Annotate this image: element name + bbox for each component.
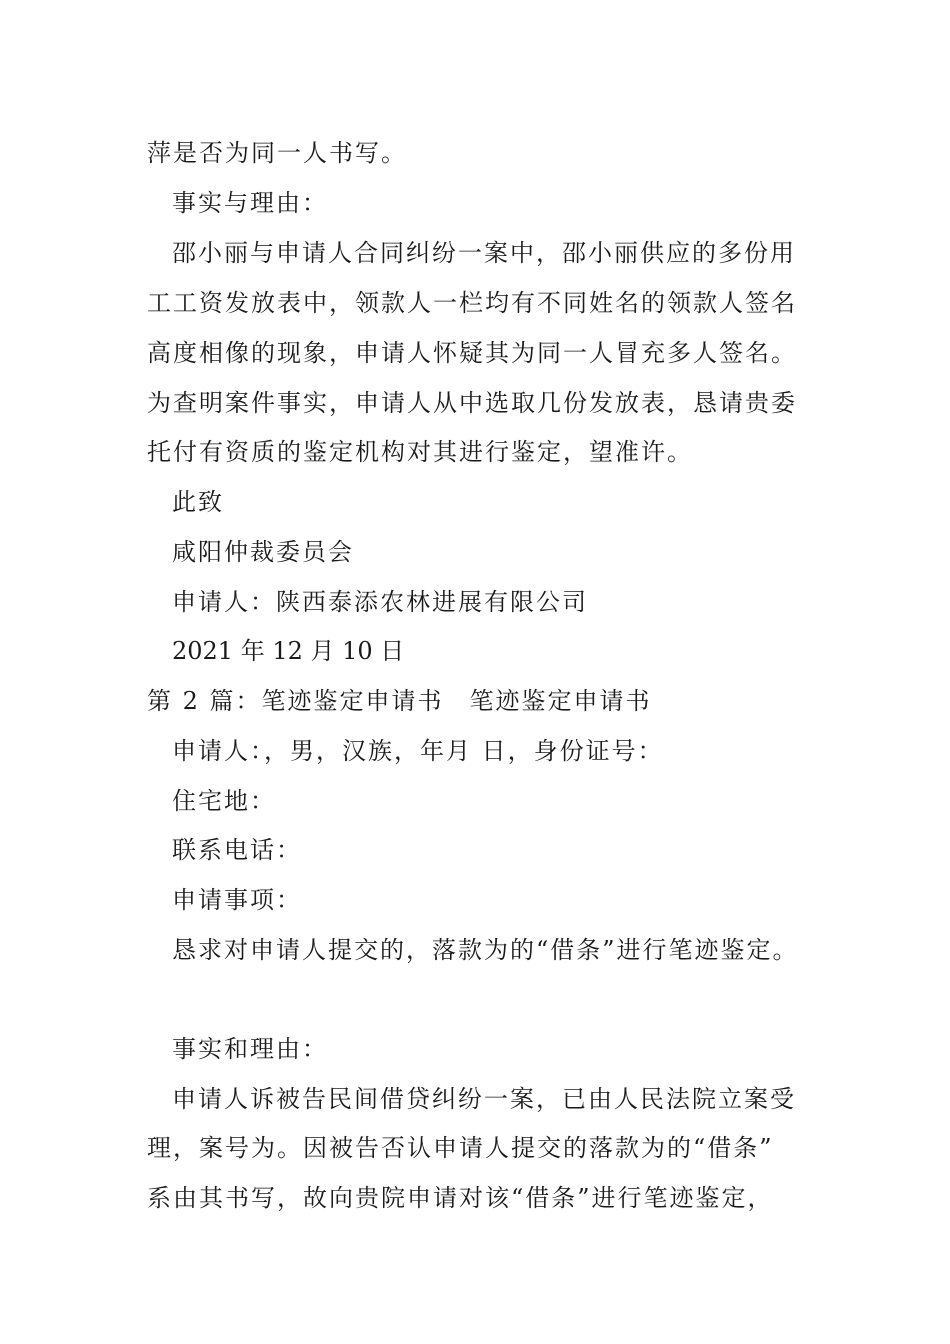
salutation: 此致 [172, 488, 224, 516]
section-heading: 申请事项： [172, 886, 302, 914]
text-line: 邵小丽与申请人合同纠纷一案中，邵小丽供应的多份用 [172, 239, 796, 267]
article-title: 第 2 篇：笔迹鉴定申请书 笔迹鉴定申请书 [147, 687, 652, 715]
text-line: 萍是否为同一人书写。 [147, 139, 407, 167]
applicant-signature: 申请人：陕西泰添农林进展有限公司 [172, 588, 588, 616]
text-line: 高度相像的现象，申请人怀疑其为同一人冒充多人签名。 [147, 339, 797, 367]
applicant-info: 申请人：，男，汉族，年月 日，身份证号： [172, 737, 664, 765]
text-line: 申请人诉被告民间借贷纠纷一案，已由人民法院立案受 [172, 1085, 796, 1113]
section-heading: 事实与理由： [172, 189, 328, 217]
address-field: 住宅地： [172, 787, 276, 815]
text-line: 工工资发放表中，领款人一栏均有不同姓名的领款人签名 [147, 289, 797, 317]
text-line: 托付有资质的鉴定机构对其进行鉴定，望准许。 [147, 438, 693, 466]
text-line: 理，案号为。因被告否认申请人提交的落款为的“借条” [147, 1134, 774, 1162]
phone-field: 联系电话： [172, 836, 302, 864]
section-heading: 事实和理由： [172, 1035, 328, 1063]
text-line: 系由其书写，故向贵院申请对该“借条”进行笔迹鉴定， [147, 1184, 774, 1212]
text-line: 为查明案件事实，申请人从中选取几份发放表，恳请贵委 [147, 389, 797, 417]
document-date: 2021 年 12 月 10 日 [172, 637, 405, 665]
recipient: 咸阳仲裁委员会 [172, 538, 354, 566]
text-line: 恳求对申请人提交的，落款为的“借条”进行笔迹鉴定。 [172, 936, 799, 964]
